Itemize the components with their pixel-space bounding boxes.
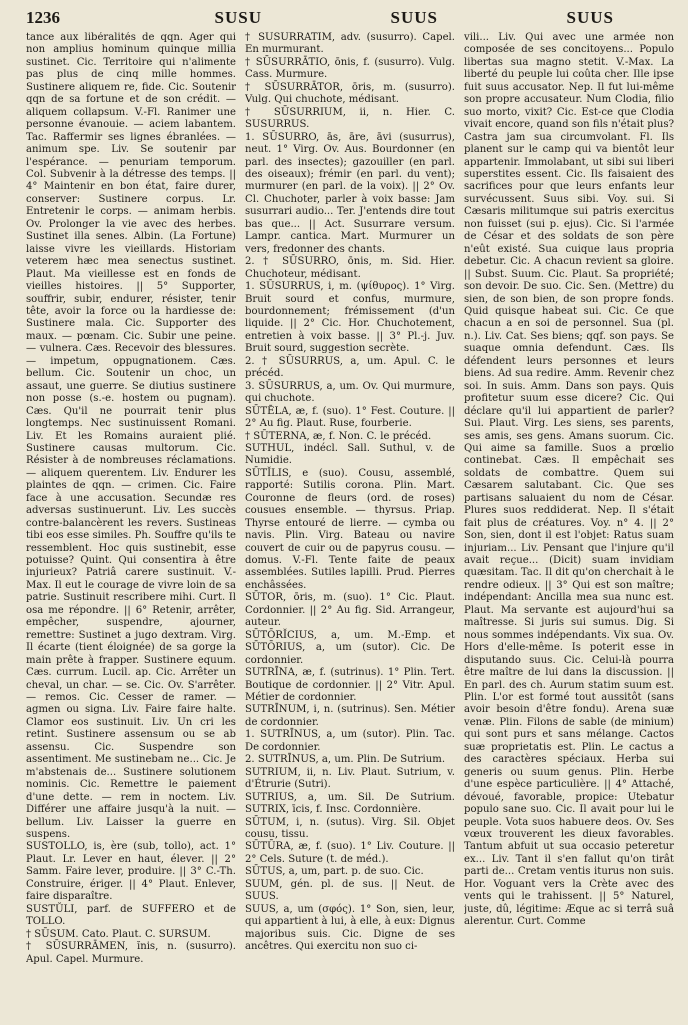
entry-susurrus-2: 2. † SŪSURRUS, a, um. Apul. C. le précéd.: [245, 355, 455, 380]
entry-susurro-verb: 1. SŪSURRO, ās, āre, āvi (susurrus), neut. 1° Virg. Ov. Aus. Bourdonner (en parl. des insectes); gazouiller (en parl. des oiseaux); frémir (en parl. du vent); murmurer (en parl. de la voix). || 2° Ov. Cl. Chuchoter, parler à voix basse: Jam susurrari audio... Ter. J'entends dire tout bas que... || Act. Susurrare versum. Lampr. cantica. Mart. Murmurer un vers, fredonner des chants.: [245, 131, 455, 255]
column-middle: [245, 32, 455, 1022]
entry-sutrinus-2: 2. SUTRĪNUS, a, um. Plin. De Sutrium.: [245, 754, 446, 766]
left-running-head: SUSU: [214, 8, 262, 27]
page-number: 1236: [26, 8, 60, 27]
entry-sutilis: SŪTĬLIS, e (suo). Cousu, assemblé, rapporté: Sutilis corona. Plin. Mart. Couronne de fleurs (ord. de roses) cousues ensemble. — thyrsus. Priap. Thyrse entouré de lierre. — cymba ou navis. Plin. Virg. Bateau ou navire couvert de cuir ou de papyrus cousu. — domus. V.-Fl. Tente faite de peaux assemblées. Sutiles lapilli. Prud. Pierres enchâssées.: [245, 467, 455, 591]
entry-suterna: † SŪTERNA, æ, f. Non. C. le précéd.: [245, 430, 432, 442]
entry-susum: † SŪSUM. Cato. Plaut. C. SURSUM.: [26, 928, 211, 940]
entry-suus-continued: vili... Liv. Qui avec une armée non composée de ses concitoyens... Populo libertas sua magno stetit. V.-Max. La liberté du peuple lui coûta cher. Ille ipse fuit suus accusator. Nep. Il fut lui-même son propre accusateur. Num Clodia, filio suo morto, vixit? Cic. Est-ce que Clodia vivait encore, quand son fils n'était plus? Castra jam sua circumvolant. Fl. Ils planent sur le camp qui va bientôt leur appartenir. Immolabant, ut sibi sui liberi superstites essent. Cic. Ils faisaient des sacrifices pour que leurs enfants leur survécussent. Suus sibi. Voy. sui. Si Cæsaris militumque sui patris exercitus non fuisset (sui p. ejus). Cic. Si l'armée de César et des soldats de son père n'eût existé. Sua cuique laus propria debetur. Cic. A chacun revient sa gloire. || Subst. Suum. Cic. Plaut. Sa propriété; son devoir. De suo. Cic. Sen. (Mettre) du sien, de son bien, de son propre fonds. Quid quisque habeat sui. Cic. Ce que chacun a en soi de personnel. Sua (pl. n.). Liv. Cat. Ses biens; qqf. son pays. Se suaque omnia defendunt. Cæs. Ils défendent leurs personnes et leurs biens. Ad sua redire. Amm. Revenir chez soi. In suis. Amm. Dans son pays. Quis profitetur suum esse dicere? Cic. Qui déclare qu'il lui appartient de parler? Sui. Plaut. Virg. Les siens, ses parents, ses amis, ses gens. Amans suorum. Cic. Qui aime sa famille. Suos a prœlio continebat. Cæs. Il empêchait ses soldats de combattre. Quem sui Cæsarem salutabant. Cic. Que ses partisans saluaient du nom de César. Plures suos reddiderat. Nep. Il s'était fait plus de créatures. Voy. n° 4. || 2° Son, sien, dont il est l'objet: Ratus suam injuriam... Liv. Pensant que l'injure qu'il avait reçue... (Dicit) suam invidiam quæsitam. Tac. Il dit qu'on cherchait à le rendre odieux. || 3° Qui est son maître; indépendant: Ancilla mea sua nunc est. Plaut. Ma servante est aujourd'hui sa maîtresse. Si juris sui sumus. Dig. Si nous sommes indépendants. Vix sua. Ov. Hors d'elle-même. Is poterit esse in disputando suus. Cic. Celui-là pourra être maître de lui dans la discussion. || En parl. des ch. Aurum statim suum est. Plin. L'or est formé tout aussitôt (sans avoir besoin d'être fondu). Arena suæ venæ. Plin. Filons de sable (de minium) qui sont purs et sans mélange. Cactos suæ proprietatis est. Plin. Le cactus a des caractères spéciaux. Herba sui generis ou suum genus. Plin. Herbe d'une espèce particulière. || 4° Attaché, dévoué, favorable, propice: Utebatur populo sane suo. Cic. Il avait pour lui le peuple. Vota suos habuere deos. Ov. Ses vœux trouverent les dieux favorables. Tantum abfuit ut sua occasio peteretur ex... Liv. Tant il s'en fallut qu'on tirât parti de... Cretam ventis iturus non suis. Hor. Voguant vers la Crète avec des vents qui le trahissent. || 5° Naturel, juste, dû, légitime: Æque ac si terrâ suâ alerentur. Curt. Comme: [464, 32, 674, 928]
entry-suum: SUUM, gén. pl. de sus. || Neut. de SUUS.: [245, 878, 455, 903]
entry-sutrius: SUTRIUS, a, um. Sil. De Sutrium. SUTRIX, īcis, f. Insc. Cordonnière.: [245, 791, 455, 816]
entry-susurro-noun: 2. † SŪSURRO, ōnis, m. Sid. Hier. Chuchoteur, médisant.: [245, 256, 455, 280]
entry-sutrina: SUTRĪNA, æ, f. (sutrinus). 1° Plin. Tert. Boutique de cordonnier. || 2° Vitr. Apul. Métier de cordonnier.: [245, 667, 455, 704]
entry-sutum: SŪTUM, i, n. (sutus). Virg. Sil. Objet cousu, tissu.: [245, 816, 455, 840]
column-left: [26, 32, 236, 1022]
entry-sutoricius: SŪTŌRĬCIUS, a, um. M.-Emp. et SŪTŌRIUS, a, um (sutor). Cic. De cordonnier.: [245, 629, 455, 666]
entry-suus: SUUS, a, um (σφός). 1° Son, sien, leur, qui appartient à lui, à elle, à eux: Dignus majoribus suis. Cic. Digne de ses ancêtres. Qui exercitu non suo ci-: [245, 903, 455, 953]
entry-sutus: SŪTUS, a, um, part. p. de suo. Cic.: [245, 866, 424, 878]
right-running-head: SUUS: [566, 8, 614, 27]
entry-sutrium: SUTRIUM, ii, n. Liv. Plaut. Sutrium, v. d'Étrurie (Sutri).: [245, 766, 455, 791]
entry-susurratim: † SŪSURRĀTIM, adv. (susurro). Capel. En murmurant.: [245, 32, 455, 56]
entry-susurramen: † SŪSURRĀMEN, ĭnis, n. (susurro). Apul. Capel. Murmure.: [26, 941, 236, 965]
entry-susurrator: † SŪSURRĀTOR, ōris, m. (susurro). Vulg. Qui chuchote, médisant.: [245, 81, 455, 106]
entry-sustollo: SUSTOLLO, is, ère (sub, tollo), act. 1° Plaut. Lr. Lever en haut, élever. || 2° Samm. Faire lever, produire. || 3° C.-Th. Construire, ériger. || 4° Plaut. Enlever, faire disparaître.: [26, 841, 236, 903]
entry-sutrinum: SUTRĪNUM, i, n. (sutrinus). Sen. Métier de cordonnier.: [245, 704, 455, 728]
entry-susurrus-3: 3. SŪSURRUS, a, um. Ov. Qui murmure, qui chuchote.: [245, 380, 455, 405]
entry-sutrinus-1: 1. SUTRĪNUS, a, um (sutor). Plin. Tac. De cordonnier.: [245, 729, 455, 753]
page-header: [26, 8, 674, 30]
entry-paragraph: tance aux libéralités de qqn. Ager qui non amplius hominum quinque millia sustinet. Cic. Territoire qui n'alimente pas plus de cinq mille hommes. Sustinere aliquem re, fide. Cic. Soutenir qqn de sa fortune et de son crédit. — aliquem collapsum. V.-Fl. Ranimer une personne évanouie. — aciem labantem. Tac. Raffermir ses lignes ébranlées. — animum spe. Liv. Se soutenir par l'espérance. — penuriam temporum. Col. Subvenir à la détresse des temps. || 4° Maintenir en bon état, faire durer, conserver: Sustinere corpus. Lr. Entretenir le corps. — animam herbis. Ov. Prolonger la vie avec des herbes. Sustinet illa senes. Albin. (La Fortune) laisse vivre les vieillards. Historiam veterem hæc mea senectus sustinet. Plaut. Ma vieillesse est en fonds de vieilles histoires. || 5° Supporter, souffrir, subir, endurer, résister, tenir tête, avoir la force ou la hardiesse de: Sustinere mala. Cic. Supporter des maux. — pœnam. Cic. Subir une peine. — vulnera. Cæs. Recevoir des blessures. — impetum, oppugnationem. Cæs. bellum. Cic. Soutenir un choc, un assaut, une guerre. Se diutius sustinere non posse (s.-e. hostem ou pugnam). Cæs. Qu'il ne pourrait tenir plus longtemps. Nec sustinuissent Romani. Liv. Et les Romains auraient plié. Sustinere causas multorum. Cic. Résister à de nombreuses réclamations. — aliquem querentem. Liv. Endurer les plaintes de qqn. — crimen. Cic. Faire face à une accusation. Secundæ res adversas sustinuerunt. Liv. Les succès contre-balancèrent les revers. Sustineas tibi eos esse similes. Ph. Souffre qu'ils te ressemblent. Hoc quis sustinebit, esse potuisse? Quint. Qui consentira à être injurieux? Patriâ carere sustinuit. V.-Max. Il eut le courage de vivre loin de sa patrie. Sustinuit rescribere mihi. Curt. Il osa me répondre. || 6° Retenir, arrêter, empêcher, suspendre, ajourner, remettre: Sustinet a jugo dextram. Virg. Il écarte (tient éloignée) de sa gorge la main prête à frapper. Sustinere equum. Cæs. currum. Lucil. ap. Cic. Arrêter un cheval, un char. — se. Cic. Ov. S'arrêter. — remos. Cic. Cesser de ramer. — agmen ou signa. Liv. Faire faire halte. Clamor eos sustinuit. Liv. Un cri les retint. Sustinere assensum ou se ab assensu. Cic. Suspendre son assentiment. Me sustinebam ne... Cic. Je m'abstenais de... Sustinere solutionem nominis. Cic. Remettre le paiement d'une dette. — rem in noctem. Liv. Différer une affaire jusqu'à la nuit. — bellum. Liv. Laisser la guerre en suspens.: [26, 32, 236, 840]
entry-sutela: SŪTĒLA, æ, f. (suo). 1° Fest. Couture. || 2° Au fig. Plaut. Ruse, fourberie.: [245, 405, 455, 430]
entry-sutor: SŪTOR, ōris, m. (suo). 1° Cic. Plaut. Cordonnier. || 2° Au fig. Sid. Arrangeur, auteur.: [245, 592, 455, 629]
entry-suthul: SUTHUL, indécl. Sall. Suthul, v. de Numidie.: [245, 442, 455, 467]
entry-sutura: SŪTŪRA, æ, f. (suo). 1° Liv. Couture. || 2° Cels. Suture (t. de méd.).: [245, 841, 455, 865]
text-columns: [26, 32, 674, 1022]
column-right: [464, 32, 674, 1022]
entry-susurrus-1: 1. SŪSURRUS, i, m. (ψίθυρος). 1° Virg. Bruit sourd et confus, murmure, bourdonnement; frémissement (d'un liquide. || 2° Cic. Hor. Chuchotement, entretien à voix basse. || 3° Pl.-j. Juv. Bruit sourd, suggestion secrète.: [245, 281, 455, 355]
center-running-head: SUUS: [390, 8, 438, 27]
entry-sustuli: SUSTŬLI, parf. de SUFFERO et de TOLLO.: [26, 903, 236, 928]
entry-susurratio: † SŪSURRĀTIO, ōnis, f. (susurro). Vulg. Cass. Murmure.: [245, 56, 455, 81]
entry-susurrium: † SŪSURRIUM, ii, n. Hier. C. SUSURRUS.: [245, 106, 455, 131]
